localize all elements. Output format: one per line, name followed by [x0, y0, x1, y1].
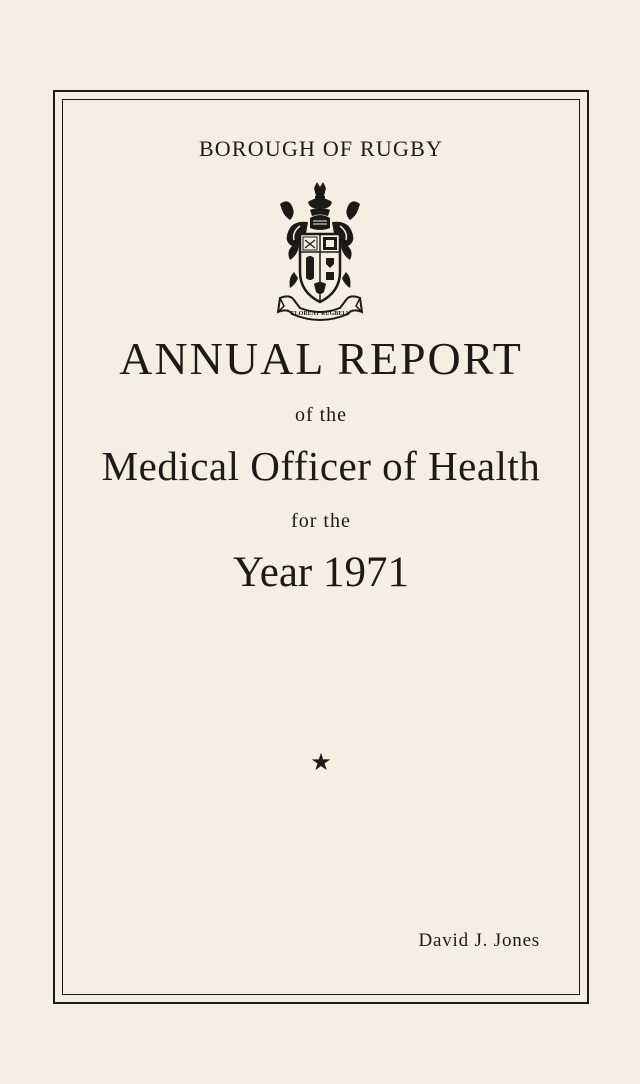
- connector-of-the: of the: [294, 404, 348, 426]
- star-ornament-icon: ★: [310, 750, 332, 776]
- crest-motto: FLOREAT RUGBEIA: [291, 311, 349, 317]
- borough-coat-of-arms-icon: [270, 180, 370, 330]
- report-subject: Medical Officer of Health: [101, 443, 541, 489]
- author-name: David J. Jones: [418, 930, 540, 951]
- report-year: Year 1971: [233, 549, 409, 596]
- report-title: ANNUAL REPORT: [119, 333, 523, 384]
- connector-for-the: for the: [291, 510, 351, 532]
- borough-name: BOROUGH OF RUGBY: [198, 136, 444, 161]
